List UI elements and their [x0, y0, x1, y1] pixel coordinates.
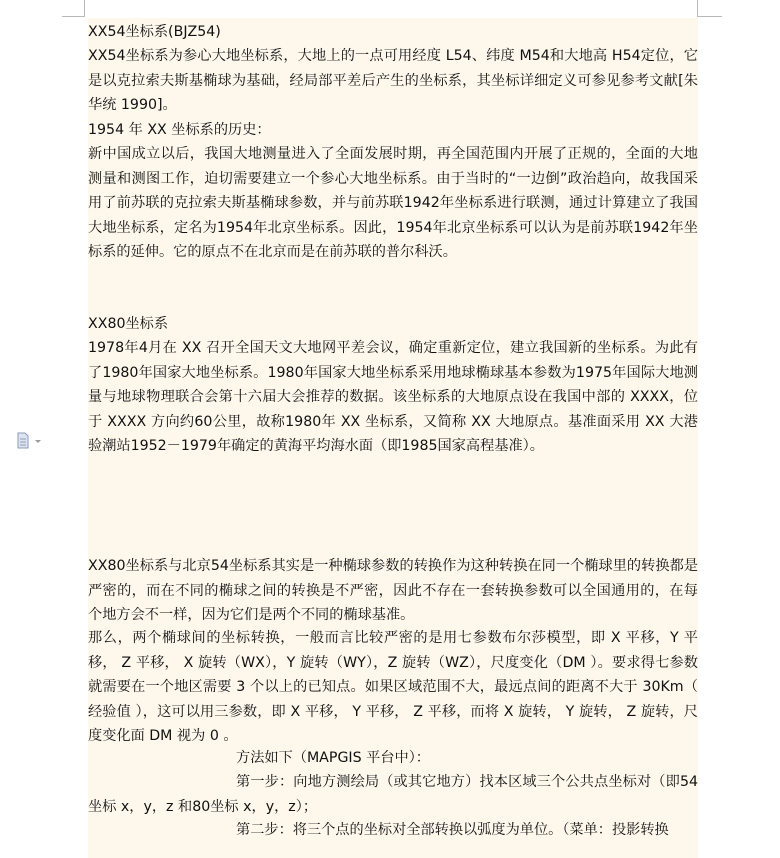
section-heading-1954-history: 1954 年 XX 坐标系的历史：: [88, 122, 271, 138]
document-icon-graphic: [16, 432, 46, 450]
page-corner-mark-right: [697, 0, 722, 17]
section-heading-xx80: XX80坐标系: [88, 316, 169, 332]
document-icon[interactable]: [16, 432, 46, 450]
paragraph-step-one: 第一步：向地方测绘局（或其它地方）找本区域三个公共点坐标对（即54坐标 x，y，z 和80坐标 x，y，z）；: [88, 774, 698, 815]
paragraph-bjz54-definition: XX54坐标系为参心大地坐标系，大地上的一点可用经度 L54、纬度 M54和大地高 H54定位，它是以克拉索夫斯基椭球为基础，经局部平差后产生的坐标系，其坐标详细定义可参见参考文献[朱华统 1990]。: [88, 48, 698, 113]
paragraph-1954-history: 新中国成立以后，我国大地测量进入了全面发展时期，再全国范围内开展了正规的，全面的大地测量和测图工作，迫切需要建立一个参心大地坐标系。由于当时的“一边倒”政治趋向，故我国采用了前苏联的克拉索夫斯基椭球参数，并与前苏联1942年坐标系进行联测，通过计算建立了我国大地坐标系，定名为1954年北京坐标系。因此，1954年北京坐标系可以认为是前苏联1942年坐标系的延伸。它的原点不在北京而是在前苏联的普尔科沃。: [88, 146, 698, 260]
paragraph-ellipsoid-conversion: XX80坐标系与北京54坐标系其实是一种椭球参数的转换作为这种转换在同一个椭球里的转换都是严密的，而在不同的椭球之间的转换是不严密，因此不存在一套转换参数可以全国通用的，在每个地方会不一样，因为它们是两个不同的椭球基准。: [88, 558, 698, 623]
paragraph-method-intro: 方法如下（MAPGIS 平台中）：: [236, 750, 430, 766]
section-heading-bjz54: XX54坐标系(BJZ54): [88, 24, 221, 40]
document-page: [88, 18, 698, 858]
page-corner-mark-left: [62, 0, 85, 17]
paragraph-xx80-history: 1978年4月在 XX 召开全国天文大地网平差会议，确定重新定位，建立我国新的坐标系。为此有了1980年国家大地坐标系。1980年国家大地坐标系采用地球椭球基本参数为1975年国际大地测量与地球物理联合会第十六届大会推荐的数据。该坐标系的大地原点设在我国中部的 XXXX，位于 XXXX 方向约60公里，故称1980年 XX 坐标系，又简称 XX 大地原点。基准面采用 XX 大港验潮站1952－1979年确定的黄海平均海水面（即1985国家高程基准）。: [88, 340, 698, 454]
paragraph-seven-parameters: 那么，两个椭球间的坐标转换，一般而言比较严密的是用七参数布尔莎模型，即 X 平移，Y 平移， Z 平移， X 旋转（WX），Y 旋转（WY），Z 旋转（WZ），尺度变化（DM ）。要求得七参数就需要在一个地区需要 3 个以上的已知点。如果区域范围不大，最远点间的距离不大于 30Km（ 经验值 ），这可以用三参数，即 X 平移， Y 平移， Z 平移，而将 X 旋转， Y 旋转， Z 旋转，尺度变化面 DM 视为 0 。: [88, 630, 698, 744]
paragraph-step-two: 第二步：将三个点的坐标对全部转换以弧度为单位。（菜单：投影转换: [236, 822, 669, 838]
